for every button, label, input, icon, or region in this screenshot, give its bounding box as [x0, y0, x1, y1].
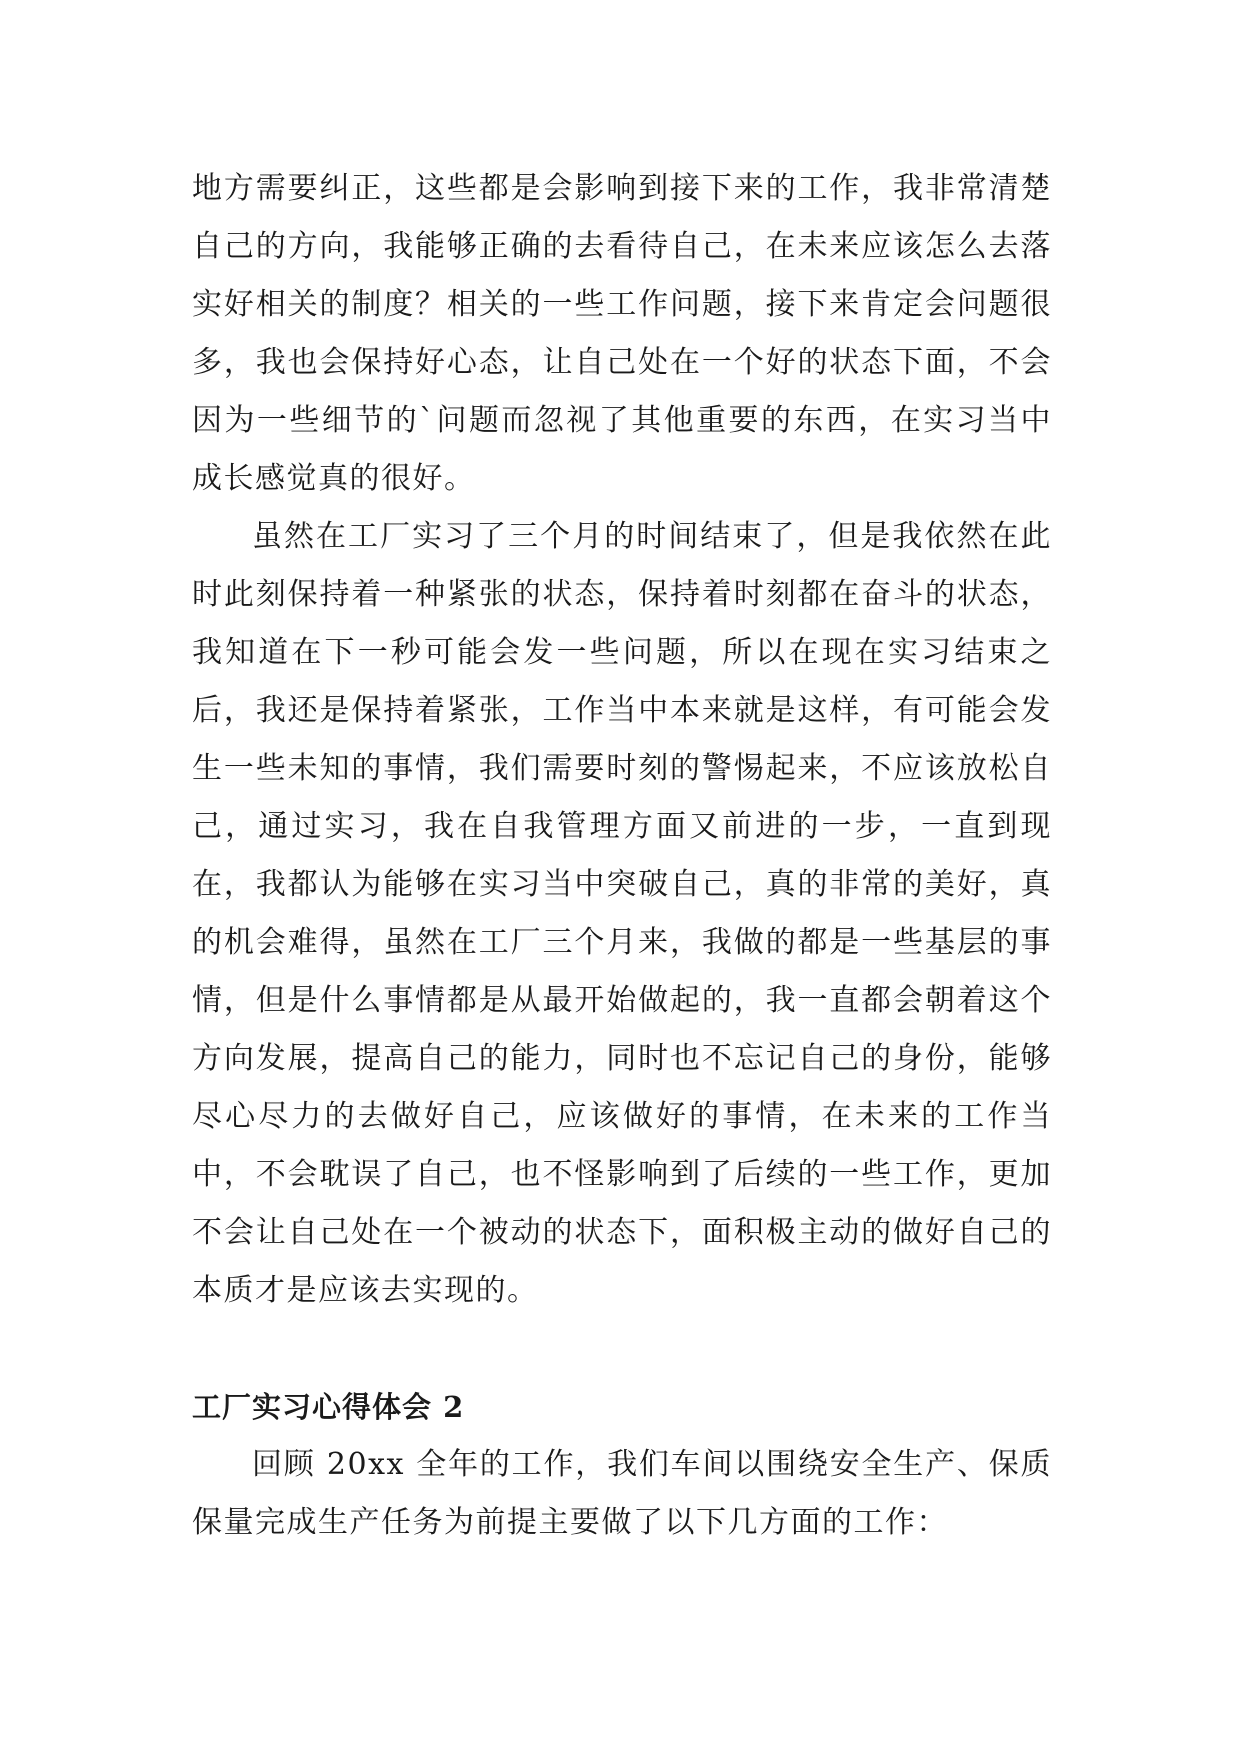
- continuation-paragraph: 地方需要纠正，这些都是会影响到接下来的工作，我非常清楚自己的方向，我能够正确的去看待自己，在未来应该怎么去落实好相关的制度？相关的一些工作问题，接下来肯定会问题很多，我也会保持好心态，让自己处在一个好的状态下面，不会因为一些细节的`问题而忽视了其他重要的东西，在实习当中成长感觉真的很好。: [192, 171, 1052, 496]
- section-heading: 工厂实习心得体会 2: [192, 1390, 465, 1424]
- section-paragraph: 回顾 20xx 全年的工作，我们车间以围绕安全生产、保质保量完成生产任务为前提主要做了以下几方面的工作：: [192, 1447, 1052, 1540]
- body-paragraph: 虽然在工厂实习了三个月的时间结束了，但是我依然在此时此刻保持着一种紧张的状态，保持着时刻都在奋斗的状态，我知道在下一秒可能会发一些问题，所以在现在实习结束之后，我还是保持着紧张，工作当中本来就是这样，有可能会发生一些未知的事情，我们需要时刻的警惕起来，不应该放松自己，通过实习，我在自我管理方面又前进的一步，一直到现在，我都认为能够在实习当中突破自己，真的非常的美好，真的机会难得，虽然在工厂三个月来，我做的都是一些基层的事情，但是什么事情都是从最开始做起的，我一直都会朝着这个方向发展，提高自己的能力，同时也不忘记自己的身份，能够尽心尽力的去做好自己，应该做好的事情，在未来的工作当中，不会耽误了自己，也不怪影响到了后续的一些工作，更加不会让自己处在一个被动的状态下，面积极主动的做好自己的本质才是应该去实现的。: [192, 519, 1052, 1308]
- document-body: [192, 160, 1052, 1552]
